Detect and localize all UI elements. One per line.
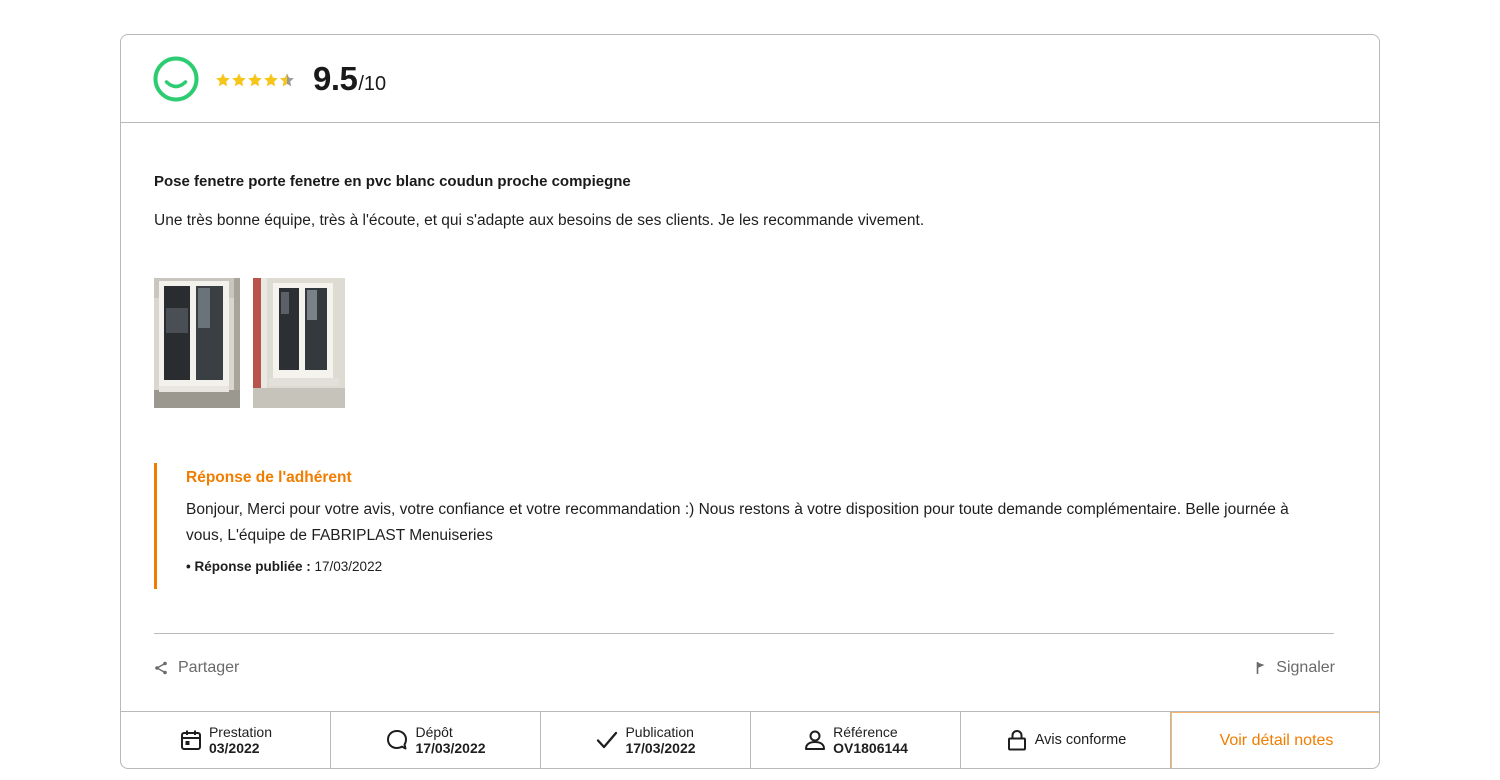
publication-label: Publication <box>625 724 694 740</box>
review-card <box>120 34 1380 769</box>
score-value: 9.5 <box>313 59 358 97</box>
share-icon <box>154 661 168 675</box>
conforme-label: Avis conforme <box>1034 732 1127 748</box>
star-icon <box>215 72 231 88</box>
photo-thumbnail-window[interactable] <box>253 278 345 408</box>
star-rating <box>215 72 295 88</box>
share-label: Partager <box>178 659 240 676</box>
response-date-label: • Réponse publiée : <box>186 559 311 574</box>
calendar-icon <box>179 728 203 752</box>
review-photos <box>154 278 1346 408</box>
response-text: Bonjour, Merci pour votre avis, votre confiance et votre recommandation :) Nous restons à votre disposition pour toute demande complémentaire. Belle journée à vous, L'équipe de FABRIPLAST Menuiseries <box>186 501 1289 544</box>
review-body <box>121 173 1379 702</box>
star-icon <box>247 72 263 88</box>
score <box>313 60 386 98</box>
response-date-value: 17/03/2022 <box>314 559 383 574</box>
report-button[interactable] <box>1256 659 1335 677</box>
photo-thumbnail-door[interactable] <box>154 278 240 408</box>
prestation-value: 03/2022 <box>208 740 260 756</box>
review-actions <box>154 634 1346 702</box>
report-label: Signaler <box>1276 659 1335 676</box>
publication-value: 17/03/2022 <box>625 740 696 756</box>
score-max: /10 <box>358 72 387 95</box>
rating-header <box>121 35 1379 123</box>
smiley-icon <box>153 56 199 102</box>
response-title: Réponse de l'adhérent <box>186 469 352 486</box>
checkmark-icon <box>595 728 619 752</box>
speech-bubble-icon <box>385 728 409 752</box>
view-rating-details-button[interactable]: Voir détail notes <box>1171 712 1380 768</box>
review-text: Une très bonne équipe, très à l'écoute, et qui s'adapte aux besoins de ses clients. Je les recommande vivement. <box>154 212 925 229</box>
meta-prestation <box>121 712 331 768</box>
review-meta-footer <box>121 711 1379 768</box>
meta-conforme <box>961 712 1171 768</box>
depot-label: Dépôt <box>415 724 453 740</box>
lock-icon <box>1005 728 1029 752</box>
owner-response <box>154 463 1346 589</box>
reference-label: Référence <box>833 724 898 740</box>
reference-value: OV1806144 <box>833 740 908 756</box>
meta-depot <box>331 712 541 768</box>
prestation-label: Prestation <box>208 724 273 740</box>
review-title: Pose fenetre porte fenetre en pvc blanc coudun proche compiegne <box>154 173 631 190</box>
response-date <box>186 559 1346 574</box>
star-icon <box>263 72 279 88</box>
meta-reference <box>751 712 961 768</box>
meta-publication <box>541 712 751 768</box>
star-half-icon <box>279 72 295 88</box>
flag-icon <box>1256 661 1266 675</box>
star-icon <box>231 72 247 88</box>
user-icon <box>803 728 827 752</box>
depot-value: 17/03/2022 <box>415 740 486 756</box>
share-button[interactable] <box>154 659 239 677</box>
